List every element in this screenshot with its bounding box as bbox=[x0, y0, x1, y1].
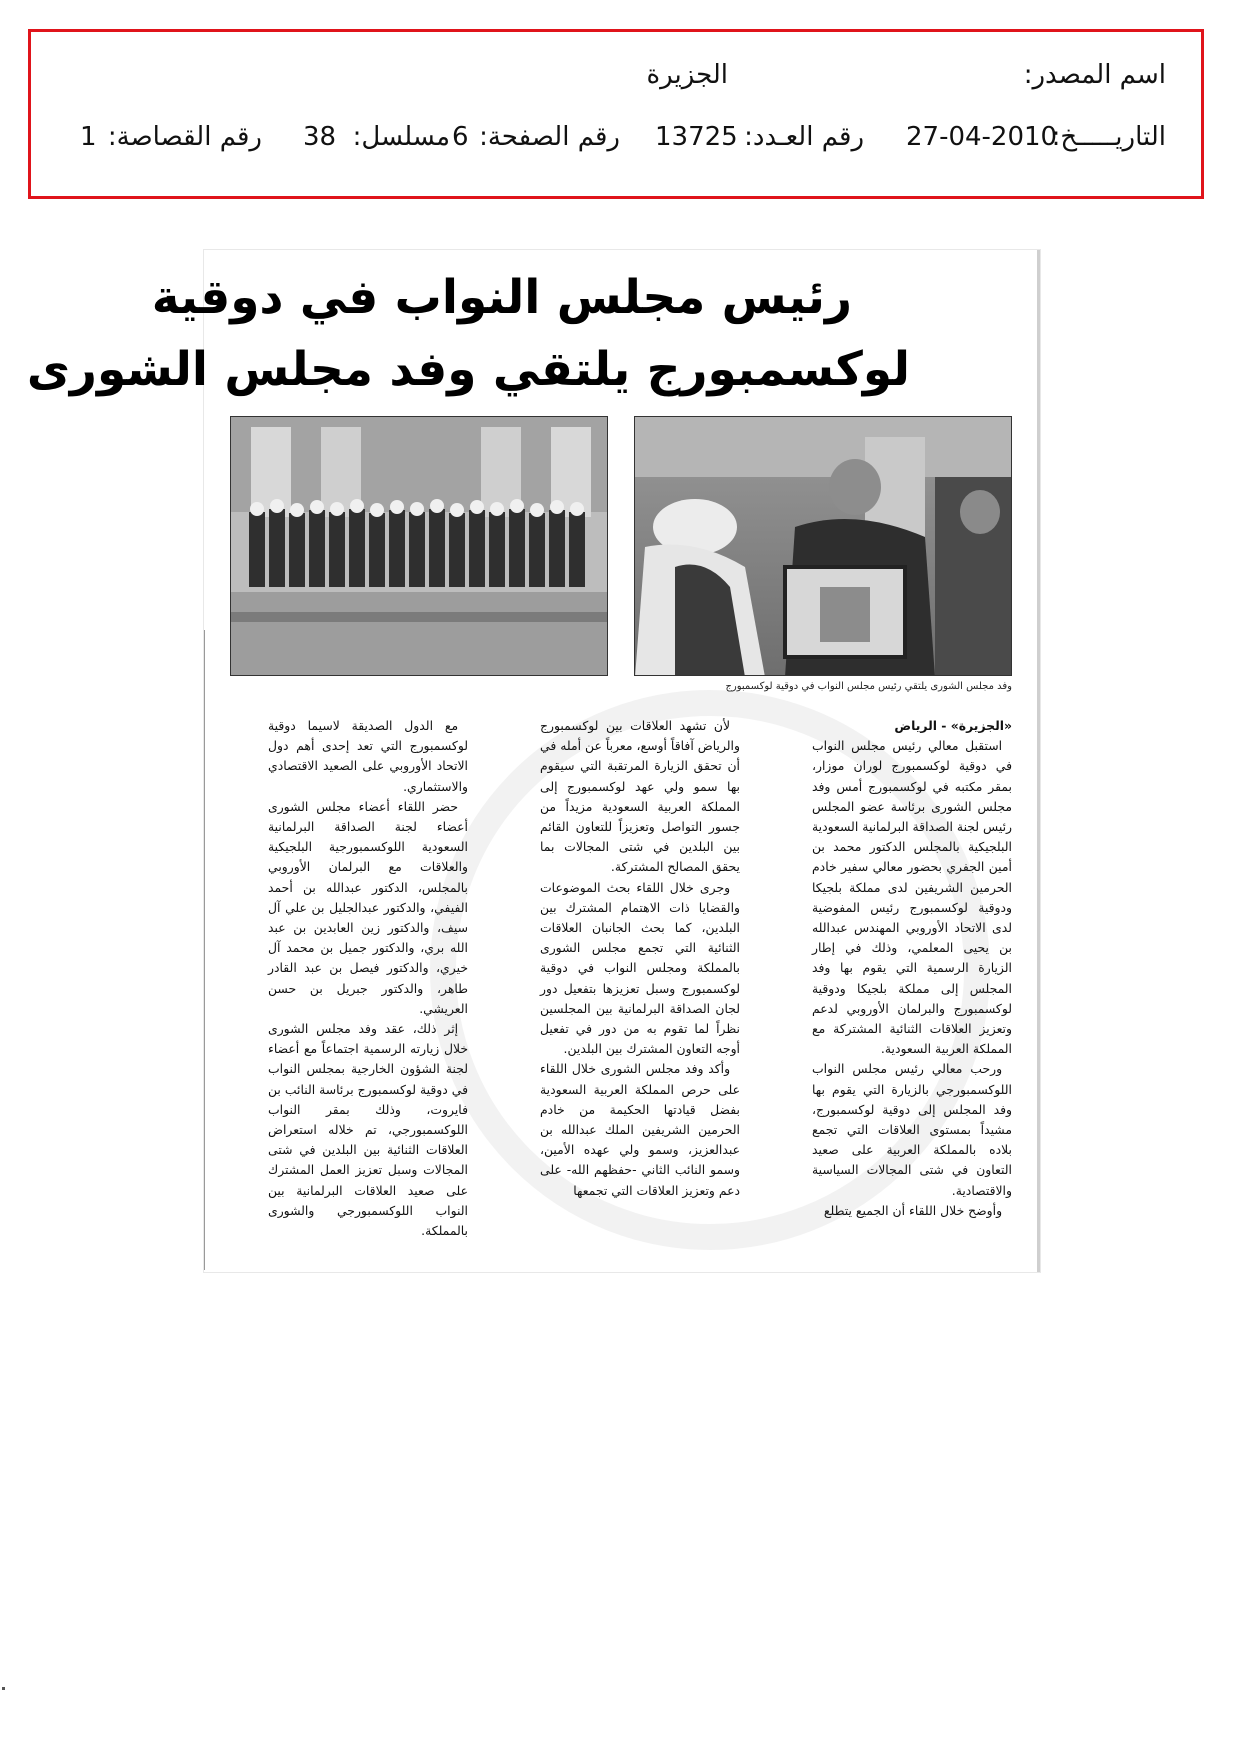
dateline-brand: «الجزيرة» bbox=[950, 718, 1012, 733]
clip-label: رقم القصاصة: bbox=[107, 122, 262, 152]
dateline-city: - الرياض bbox=[894, 718, 951, 733]
paragraph: وأكد وفد مجلس الشورى خلال اللقاء على حرص المملكة العربية السعودية بفضل قيادتها الحكيمة من خادم الحرمين الشريفين الملك عبدالله بن عبدالعزيز، وسمو ولي عهده الأمين، وسمو النائب الثاني -حفظهم الله- على دعم وتعزيز العلاقات التي تجمعها bbox=[540, 1061, 740, 1198]
article-column-2 bbox=[540, 716, 740, 1201]
source-value: الجزيرة bbox=[646, 60, 728, 90]
paragraph: لأن تشهد العلاقات بين لوكسمبورج والرياض آفاقاً أوسع، معرباً عن أمله في أن تحقق الزيارة المرتقبة التي سيقوم بها سمو ولي عهد لوكسمبورج إلى المملكة العربية السعودية مزيداً من جسور التواصل وتعزيزاً للتعاون القائم بين البلدين في شتى المجالات بما يحقق المصالح المشتركة. bbox=[540, 718, 740, 875]
clip-value: 1 bbox=[80, 122, 97, 152]
paragraph: وأوضح خلال اللقاء أن الجميع يتطلع bbox=[823, 1202, 1003, 1218]
date-value: 27-04-2010 bbox=[906, 122, 1058, 152]
issue-value: 13725 bbox=[655, 122, 738, 152]
left-edge-rule bbox=[204, 630, 205, 1270]
serial-value: 38 bbox=[303, 122, 337, 152]
paragraph: حضر اللقاء أعضاء مجلس الشورى أعضاء لجنة الصداقة البرلمانية السعودية اللوكسمبورجية البلجيكية والعلاقات مع البرلمان الأوروبي بالمجلس، الدكتور عبدالله بن أحمد الفيفي، والدكتور عبدالجليل بن علي آل سيف، والدكتور زين العابدين بن عبد الله بري، والدكتور جميل بن محمد آل خيري، والدكتور فيصل بن عبد القادر طاهر، والدكتور جبريل بن حسن العريشي. bbox=[268, 798, 468, 1016]
paragraph: إثر ذلك، عقد وفد مجلس الشورى خلال زيارته الرسمية اجتماعاً مع أعضاء لجنة الشؤون الخارجية بمجلس النواب في دوقية لوكسمبورج برئاسة النائب بن فايروت، وذلك بمقر النواب اللوكسمبورجي، تم خلاله استعراض العلاقات الثنائية بين البلدين في شتى المجالات وسبل تعزيز العمل المشترك على صعيد العلاقات البرلمانية بين النواب اللوكسمبورجي والشورى بالمملكة. bbox=[268, 1021, 468, 1239]
paragraph: ورحب معالي رئيس مجلس النواب اللوكسمبورجي بالزيارة التي يقوم بها وفد المجلس إلى دوقية لوكسمبورج، مشيداً بمستوى العلاقات التي تجمع بلاده بالمملكة العربية على صعيد التعاون في شتى المجالات السياسية والاقتصادية. bbox=[812, 1061, 1012, 1198]
serial-label: مسلسل: bbox=[352, 122, 450, 152]
article-column-3 bbox=[268, 716, 468, 1241]
headline-line-2: لوكسمبورج يلتقي وفد مجلس الشورى bbox=[26, 342, 910, 397]
paragraph: وجرى خلال اللقاء بحث الموضوعات والقضايا ذات الاهتمام المشترك بين البلدين، كما بحث الجانبان العلاقات الثنائية التي تجمع مجلس الشورى بالمملكة ومجلس النواب في دوقية لوكسمبورج وسبل تعزيزها بتفعيل دور لجان الصداقة البرلمانية بين المجلسين نظراً لما تقوم به من دور في تفعيل أوجه التعاون المشترك بين البلدين. bbox=[540, 879, 740, 1057]
issue-label: رقم العـدد: bbox=[744, 122, 864, 152]
photo-plaque-presentation-image bbox=[635, 417, 1012, 676]
photo-delegation-group bbox=[230, 416, 608, 676]
headline-line-1: رئيس مجلس النواب في دوقية bbox=[151, 270, 852, 325]
paragraph: استقبل معالي رئيس مجلس النواب في دوقية لوكسمبورج لوران موزار، بمقر مكتبه في لوكسمبورج أمس وفد مجلس الشورى برئاسة عضو المجلس رئيس لجنة الصداقة البرلمانية السعودية البلجيكية بالمجلس الدكتور محمد بن أمين الجفري بحضور معالي سفير خادم الحرمين الشريفين لدى مملكة بلجيكا ودوقية لوكسمبورج رئيس المفوضية لدى الاتحاد الأوروبي المهندس عبدالله بن يحيى المعلمي، وذلك في إطار الزيارة الرسمية التي يقوم بها وفد المجلس إلى مملكة بلجيكا ودوقية لوكسمبورج والبرلمان الأوروبي لدعم وتعزيز العلاقات الثنائية المشتركة مع المملكة العربية السعودية. bbox=[812, 738, 1012, 1057]
photo-plaque-presentation bbox=[634, 416, 1012, 676]
page-label: رقم الصفحة: bbox=[479, 122, 620, 152]
photo-caption: وفد مجلس الشورى يلتقي رئيس مجلس النواب في دوقية لوكسمبورج bbox=[725, 681, 1012, 692]
source-info-box bbox=[28, 29, 1204, 199]
paragraph: مع الدول الصديقة لاسيما دوقية لوكسمبورج التي تعد إحدى أهم دول الاتحاد الأوروبي على الصعيد الاقتصادي والاستثماري. bbox=[268, 718, 468, 794]
dateline bbox=[812, 716, 1012, 736]
date-label: التاريـــــخ: bbox=[1051, 122, 1166, 152]
photo-delegation-group-image bbox=[231, 417, 608, 676]
source-label: اسم المصدر: bbox=[1023, 60, 1166, 90]
article-column-1 bbox=[812, 716, 1012, 1221]
scan-artifact bbox=[2, 1687, 5, 1690]
page-value: 6 bbox=[452, 122, 469, 152]
